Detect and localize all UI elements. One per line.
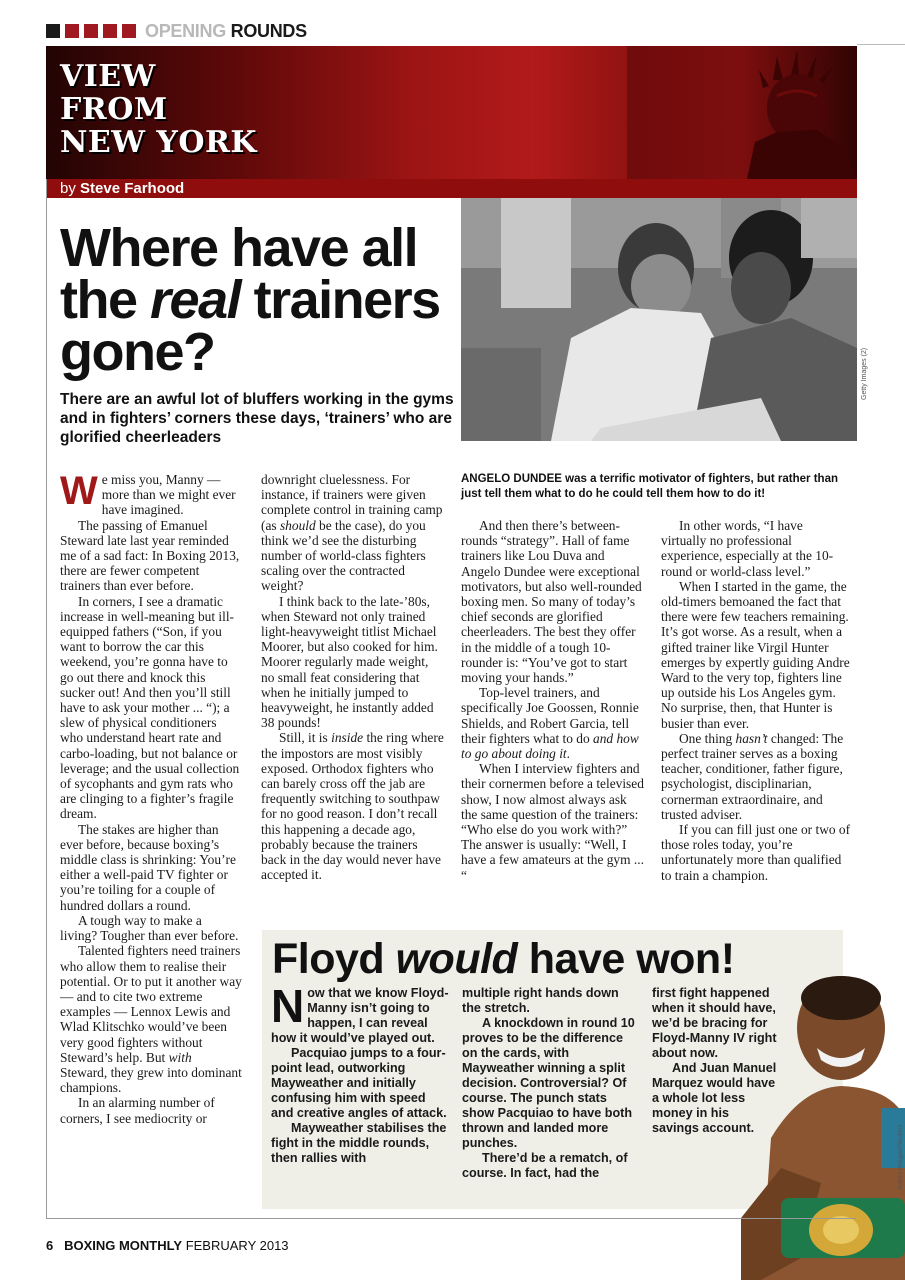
paragraph: In an alarming number of corners, I see mediocrity or bbox=[60, 1095, 215, 1126]
author-name: Steve Farhood bbox=[80, 180, 185, 197]
sidebar-title-emphasis: would bbox=[395, 935, 518, 983]
photo-credit: Getty Images (2) bbox=[861, 347, 868, 400]
paragraph bbox=[661, 731, 851, 822]
paragraph: In corners, I see a dramatic increase in well-meaning but ill-equipped fathers (“Son, if you want to borrow the car this weekend, you’re gonna have to go out there and knock this sucker out! And then you’ll still have to ask your mother ... “); a slew of physical conditioners who understand heart rate and carbo-loading, but not balance or leverage; and the usual collection of sycophants and gym rats who are clinging to a fighter’s fragile dream. bbox=[60, 593, 240, 822]
banner-line: VIEW bbox=[60, 59, 156, 94]
sidebar-title-part: Floyd bbox=[272, 935, 396, 983]
section-square bbox=[65, 24, 79, 38]
paragraph bbox=[271, 980, 449, 1046]
drop-cap: W bbox=[60, 469, 98, 513]
paragraph-text: downright cluelessness. For instance, if trainers were given complete control in training camp (as bbox=[261, 472, 443, 533]
section-title-dark: ROUNDS bbox=[230, 20, 307, 41]
paragraph-text: e miss you, Manny — more than we might ever have imagined. bbox=[101, 472, 236, 518]
paragraph bbox=[60, 469, 242, 518]
headline-part: trainers gone? bbox=[60, 270, 440, 382]
paragraph: Pacquiao jumps to a four-point lead, outworking Mayweather and initially confusing him with speed and creative angles of attack. bbox=[271, 1046, 447, 1120]
footer-rule bbox=[46, 1218, 856, 1219]
paragraph-text: Talented fighters need trainers who allow them to realise their potential. Or to put it another way — and to cite two extreme examples — Lennox Lewis and Wlad Klitschko would’ve been very good fighters without Steward’s help. But bbox=[60, 943, 242, 1065]
paragraph-text: the ring where the impostors are most visibly exposed. Orthodox fighters who can barely cross off the jab are frequently switching to southpaw for no good reason. I don’t recall this happening a decade ago, probably because the trainers back in the day would never have accepted it. bbox=[261, 730, 444, 883]
section-title bbox=[145, 21, 307, 42]
section-label bbox=[46, 20, 307, 42]
body-column-4 bbox=[661, 518, 851, 883]
paragraph-text: Steward, they grew into dominant champions. bbox=[60, 1064, 242, 1096]
sidebar-title-part: have won! bbox=[517, 935, 735, 983]
paragraph: A knockdown in round 10 proves to be the difference on the cards, with Mayweather winning a split decision. Controversial? Of course. The punch stats show Pacquiao to have both thrown and landed more punches. bbox=[462, 1016, 635, 1150]
paragraph-emphasis: inside bbox=[331, 730, 364, 746]
section-square bbox=[103, 24, 117, 38]
paragraph: The stakes are higher than ever before, because boxing’s middle class is shrinking: You’re either a well-paid TV fighter or you’re toiling for a couple of hundred dollars a round. bbox=[60, 821, 236, 913]
headline bbox=[60, 218, 455, 382]
sidebar-column-2 bbox=[462, 986, 640, 1181]
paragraph bbox=[261, 472, 445, 594]
page-number: 6 bbox=[46, 1238, 54, 1253]
paragraph-text: . bbox=[566, 746, 571, 762]
photo-caption: ANGELO DUNDEE was a terrific motivator of fighters, but rather than just tell them what to do he could tell them how to do it! bbox=[461, 473, 838, 500]
headline-part: Where have all the bbox=[60, 218, 418, 330]
banner-title bbox=[60, 60, 257, 159]
paragraph: Mayweather stabilises the fight in the middle rounds, then rallies with bbox=[271, 1121, 447, 1165]
paragraph bbox=[261, 730, 445, 882]
byline-prefix: by bbox=[60, 180, 76, 197]
top-rule bbox=[857, 44, 905, 45]
banner-line: FROM bbox=[60, 92, 168, 127]
sidebar-title bbox=[272, 934, 735, 984]
paragraph: And then there’s between-rounds “strategy”. Hall of fame trainers like Lou Duva and Angelo Dundee were exceptional motivators, but also well-rounded boxing men. So many of today’s chief seconds are glorified cheerleaders. The best they offer in the middle of a tough 10-rounder is: “You’ve got to start moving your hands.” bbox=[461, 518, 642, 686]
paragraph-emphasis: with bbox=[168, 1049, 192, 1065]
page-footer bbox=[46, 1238, 289, 1253]
paragraph: first fight happened when it should have, we’d be bracing for Floyd-Manny IV right about now. bbox=[652, 986, 777, 1060]
body-column-1 bbox=[60, 469, 242, 1126]
paragraph: multiple right hands down the stretch. bbox=[462, 986, 619, 1015]
paragraph-emphasis: hasn’t bbox=[735, 730, 768, 746]
sidebar-photo-credit: Action Images/Reuters bbox=[897, 1124, 904, 1190]
sidebar-column-1 bbox=[271, 980, 449, 1166]
paragraph: When I interview fighters and their cornermen before a televised show, I now almost always ask the same question of the trainers: “Who else do you work with?” The answer is usually: “Well, I have a few amateurs at the gym ... “ bbox=[461, 761, 644, 883]
body-column-3 bbox=[461, 518, 644, 883]
magazine-name: BOXING MONTHLY bbox=[64, 1238, 183, 1253]
column-banner bbox=[46, 46, 857, 179]
paragraph: I think back to the late-’80s, when Steward not only trained light-heavyweight titlist Michael Moorer, but also cooked for him. Moorer regularly made weight, no small feat considering that when he initially jumped to heavyweight, he instantly added 38 pounds! bbox=[261, 593, 438, 731]
paragraph-emphasis: should bbox=[279, 517, 316, 533]
drop-cap: N bbox=[271, 980, 305, 1032]
headline-emphasis: real bbox=[150, 270, 241, 330]
paragraph-text: Top-level trainers, and specifically Joe Goossen, Ronnie Shields, and Robert Garcia, tell their fighters what to do bbox=[461, 685, 639, 746]
paragraph bbox=[60, 943, 242, 1095]
paragraph: When I started in the game, the old-timers bemoaned the fact that there were few teachers remaining. It’s got worse. As a result, when a gifted trainer like Virgil Hunter emerges by expertly guiding Andre Ward to the very top, fighters line up outside his Los Angeles gym. No surprise, then, that Hunter is busier than ever. bbox=[661, 578, 850, 731]
paragraph-emphasis: and how to go about doing it bbox=[461, 730, 639, 762]
floyd-mayweather-photo bbox=[741, 968, 905, 1280]
paragraph-text: One thing bbox=[679, 730, 736, 746]
paragraph: The passing of Emanuel Steward late last year reminded me of a sad fact: In Boxing 2013, there are fewer competent trainers than ever before. bbox=[60, 517, 240, 594]
paragraph: If you can fill just one or two of those roles today, you’re unfortunately more than qualified to train a champion. bbox=[661, 822, 851, 883]
paragraph-text: changed: The perfect trainer serves as a boxing teacher, conditioner, father figure, psychologist, disciplinarian, cornerman extraordinaire, and trusted adviser. bbox=[661, 730, 844, 822]
paragraph: A tough way to make a living? Tougher than ever before. bbox=[60, 912, 239, 944]
angelo-dundee-photo bbox=[461, 198, 857, 441]
page-frame-rule bbox=[46, 179, 47, 1219]
paragraph: And Juan Manuel Marquez would have a whole lot less money in his savings account. bbox=[652, 1061, 777, 1135]
statue-of-liberty-image bbox=[627, 46, 857, 179]
byline-bar bbox=[46, 179, 857, 198]
section-title-light: OPENING bbox=[145, 20, 226, 41]
banner-line: NEW YORK bbox=[60, 125, 257, 160]
section-square bbox=[84, 24, 98, 38]
paragraph: In other words, “I have virtually no professional experience, especially at the 10-round or world-class level.” bbox=[661, 518, 834, 579]
section-square bbox=[46, 24, 60, 38]
paragraph-text: be the case), do you think we’d see the disturbing number of world-class fighters scaling over the contracted weight? bbox=[261, 517, 426, 594]
paragraph-text: Still, it is bbox=[279, 730, 332, 746]
section-square bbox=[122, 24, 136, 38]
body-column-2 bbox=[261, 472, 445, 882]
issue-date: FEBRUARY 2013 bbox=[185, 1238, 289, 1253]
paragraph bbox=[461, 685, 644, 761]
paragraph-text: ow that we know Floyd-Manny isn’t going to happen, I can reveal how it would’ve played out. bbox=[271, 986, 449, 1045]
standfirst: There are an awful lot of bluffers working in the gyms and in fighters’ corners these days, ‘trainers’ who are glorified cheerleaders bbox=[60, 391, 454, 446]
paragraph: There’d be a rematch, of course. In fact, had the bbox=[462, 1151, 628, 1180]
